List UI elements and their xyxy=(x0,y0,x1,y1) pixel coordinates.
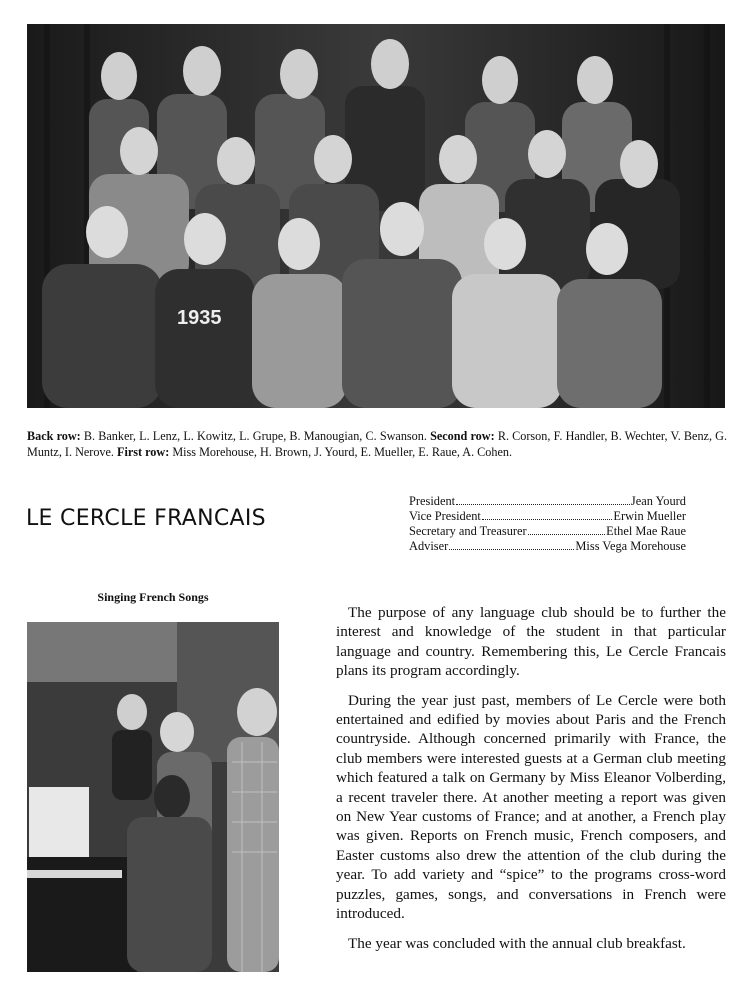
officer-role: Secretary and Treasurer xyxy=(409,524,527,538)
back-row-names: B. Banker, L. Lenz, L. Kowitz, L. Grupe, B. Manougian, C. Swanson. xyxy=(83,429,427,443)
dotted-leader xyxy=(449,549,574,550)
officer-row xyxy=(409,539,686,554)
officer-role: Adviser xyxy=(409,539,449,553)
officer-name: Ethel Mae Raue xyxy=(606,524,686,538)
first-row-label: First row: xyxy=(117,445,170,459)
officer-name: Miss Vega Morehouse xyxy=(575,539,686,553)
piano-photo-caption: Singing French Songs xyxy=(97,590,209,604)
officer-name: Jean Yourd xyxy=(630,494,686,508)
dotted-leader xyxy=(528,534,606,535)
group-photo xyxy=(27,24,725,408)
group-photo-caption xyxy=(27,428,727,460)
body-paragraph: The year was concluded with the annual club breakfast. xyxy=(348,934,686,952)
piano-photo-image xyxy=(27,622,279,972)
officer-row xyxy=(409,509,686,524)
body-paragraph: During the year just past, members of Le Cercle were both entertained and edified by movies about Paris and the French countryside. Although concerned primarily with France, the club members were interested guests at a German club meeting which featured a talk on Germany by Miss Eleanor Volberding, a recent traveler there. At another meeting a report was given on New Year customs of France; and at another, a French play was given. Reports on French music, French composers, and Easter customs also drew the attention of the club during the year. To add variety and “spice” to the programs cross-word puzzles, games, songs, and conversations in French were introduced. xyxy=(336,691,726,923)
article-body xyxy=(336,603,726,963)
dotted-leader xyxy=(456,504,630,505)
svg-text:1935: 1935 xyxy=(177,307,222,329)
dotted-leader xyxy=(482,519,613,520)
second-row-label: Second row: xyxy=(430,429,495,443)
officers-list xyxy=(409,494,686,554)
officer-role: Vice President xyxy=(409,509,481,523)
officer-name: Erwin Mueller xyxy=(613,509,686,523)
officer-row xyxy=(409,494,686,509)
group-photo-image xyxy=(27,24,725,408)
officer-role: President xyxy=(409,494,456,508)
first-row-names: Miss Morehouse, H. Brown, J. Yourd, E. Mueller, E. Raue, A. Cohen. xyxy=(172,445,513,459)
body-paragraph: The purpose of any language club should be to further the interest and knowledge of the student in that particular language and country. Remembering this, Le Cercle Francais plans its program accordingly. xyxy=(336,604,726,680)
officer-row xyxy=(409,524,686,539)
club-title: LE CERCLE FRANCAIS xyxy=(26,506,266,531)
second-row-names: R. Corson, F. Handler, B. Wechter, V. Benz, G. Muntz, I. Nerove. xyxy=(27,429,728,459)
back-row-label: Back row: xyxy=(27,429,81,443)
piano-photo xyxy=(27,622,279,972)
